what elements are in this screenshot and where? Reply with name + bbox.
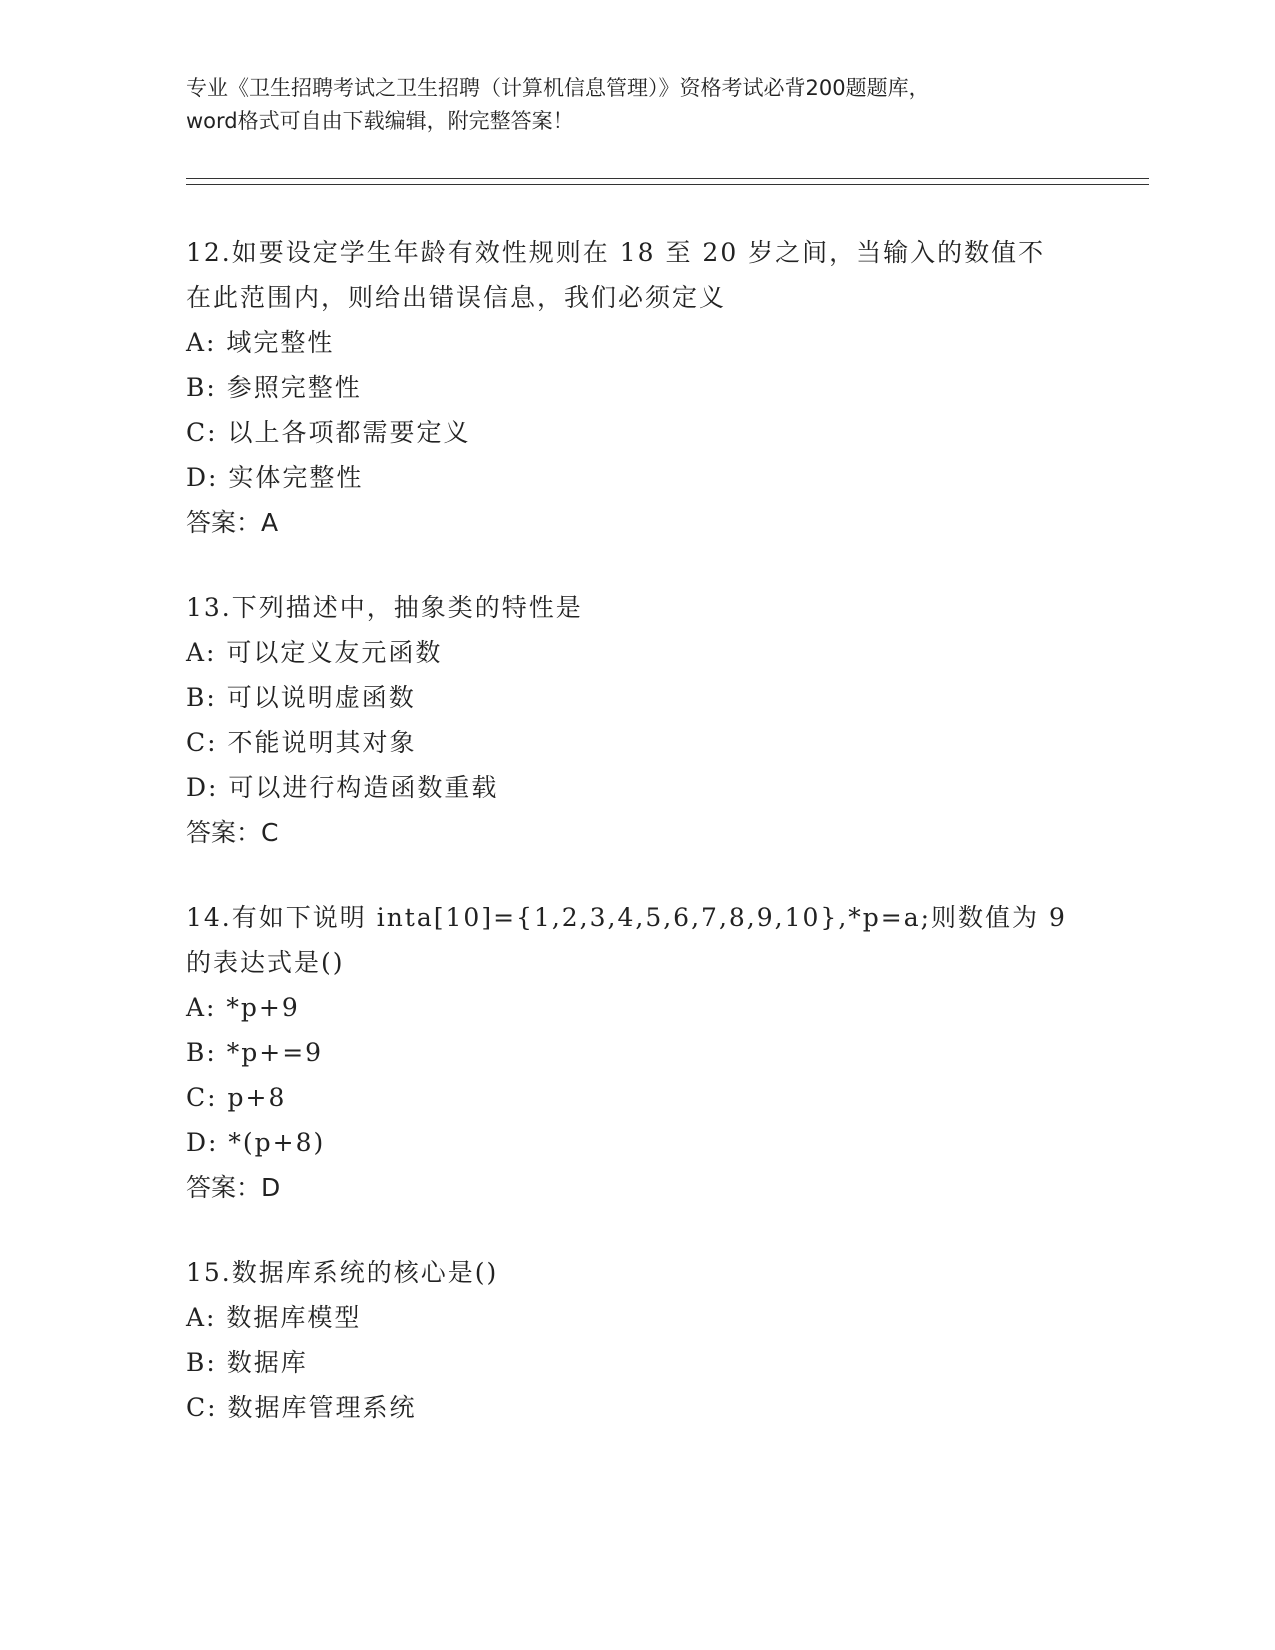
header-line-1: 专业《卫生招聘考试之卫生招聘（计算机信息管理）》资格考试必背200题题库， — [186, 76, 930, 100]
option-a: A: *p+9 — [186, 993, 300, 1022]
question-stem — [186, 895, 1086, 985]
option-c: C: 数据库管理系统 — [186, 1393, 417, 1422]
option-d: D: *(p+8) — [186, 1128, 326, 1157]
option-d: D: 实体完整性 — [186, 463, 364, 492]
question-list — [186, 230, 1086, 1470]
answer-line: 答案：D — [186, 1173, 281, 1202]
option-b: B: 可以说明虚函数 — [186, 683, 416, 712]
question-stem — [186, 585, 1086, 630]
stem-line: 12.如要设定学生年龄有效性规则在 18 至 20 岁之间，当输入的数值不 — [186, 238, 1046, 267]
question-stem — [186, 230, 1086, 320]
stem-line: 15.数据库系统的核心是() — [186, 1258, 499, 1287]
document-header — [186, 72, 1086, 138]
question-stem — [186, 1250, 1086, 1295]
option-a: A: 数据库模型 — [186, 1303, 362, 1332]
option-b: B: 数据库 — [186, 1348, 308, 1377]
option-c: C: 不能说明其对象 — [186, 728, 417, 757]
question-12 — [186, 230, 1086, 545]
option-c: C: p+8 — [186, 1083, 287, 1112]
question-14 — [186, 895, 1086, 1210]
stem-line: 的表达式是() — [186, 948, 345, 977]
option-d: D: 可以进行构造函数重载 — [186, 773, 499, 802]
stem-line: 在此范围内，则给出错误信息，我们必须定义 — [186, 283, 727, 312]
header-divider — [186, 178, 1149, 185]
stem-line: 13.下列描述中，抽象类的特性是 — [186, 593, 583, 622]
answer-line: 答案：A — [186, 508, 279, 537]
option-c: C: 以上各项都需要定义 — [186, 418, 471, 447]
option-a: A: 域完整性 — [186, 328, 335, 357]
option-b: B: *p+=9 — [186, 1038, 324, 1067]
option-b: B: 参照完整性 — [186, 373, 362, 402]
answer-line: 答案：C — [186, 818, 279, 847]
question-15 — [186, 1250, 1086, 1430]
header-line-2: word格式可自由下载编辑，附完整答案！ — [186, 109, 574, 133]
stem-line: 14.有如下说明 inta[10]={1,2,3,4,5,6,7,8,9,10},*p=a;则数值为 9 — [186, 903, 1067, 932]
option-a: A: 可以定义友元函数 — [186, 638, 443, 667]
question-13 — [186, 585, 1086, 855]
